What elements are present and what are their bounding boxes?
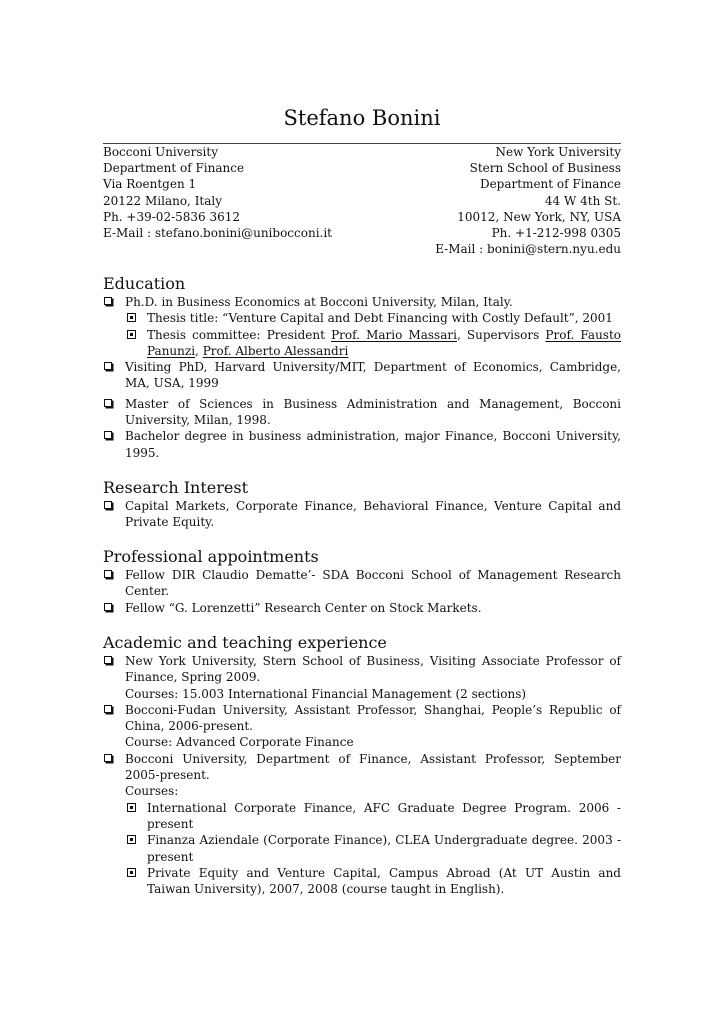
item-text: Private Equity and Venture Capital, Campus Abroad (At UT Austin and Taiwan University), 2007, 2008 (course taught in English). — [147, 865, 621, 897]
list-item — [103, 567, 621, 600]
item-text: Fellow “G. Lorenzetti” Research Center on Stock Markets. — [125, 600, 482, 615]
item-text: Bocconi-Fudan University, Assistant Professor, Shanghai, People’s Republic of China, 2006-present. — [125, 702, 621, 734]
research-section — [103, 478, 621, 531]
sub-list — [103, 310, 621, 359]
address-line: Bocconi University — [103, 145, 218, 159]
list-item — [103, 600, 621, 616]
list-item — [125, 832, 621, 865]
address-line: Stern School of Business — [469, 161, 621, 176]
list-item — [125, 800, 621, 833]
checkbox-bullet-icon — [104, 705, 112, 713]
boxed-dot-bullet-icon — [127, 330, 136, 339]
committee-supervisor: Prof. Alberto Alessandri — [202, 343, 349, 358]
appointments-section — [103, 547, 621, 616]
item-text: , Supervisors — [456, 327, 546, 342]
item-text: Ph.D. in Business Economics at Bocconi University, Milan, Italy. — [125, 295, 513, 309]
sub-list — [103, 800, 621, 898]
item-text: , — [195, 343, 203, 358]
item-text: Courses: — [125, 784, 179, 799]
checkbox-bullet-icon — [104, 570, 112, 578]
checkbox-bullet-icon — [104, 656, 112, 664]
list-item — [125, 310, 621, 326]
item-text: Course: Advanced Corporate Finance — [125, 735, 354, 750]
address-line: Department of Finance — [103, 161, 245, 176]
list-item — [125, 865, 621, 898]
checkbox-bullet-icon — [104, 754, 112, 762]
checkbox-bullet-icon — [104, 431, 112, 439]
list-item — [103, 428, 621, 461]
section-title: Professional appointments — [103, 547, 319, 566]
checkbox-bullet-icon — [104, 501, 112, 509]
checkbox-bullet-icon — [104, 297, 112, 305]
address-line: Ph. +39-02-5836 3612 — [103, 209, 241, 224]
item-text: Finanza Aziendale (Corporate Finance), CLEA Undergraduate degree. 2003 - present — [147, 833, 621, 864]
item-text: International Corporate Finance, AFC Graduate Degree Program. 2006 - present — [147, 800, 621, 831]
committee-president: Prof. Mario Massari — [331, 327, 457, 342]
list-item — [125, 327, 621, 360]
address-line: 44 W 4th St. — [544, 193, 621, 208]
address-bocconi — [103, 144, 332, 241]
address-line: Ph. +1-212-998 0305 — [491, 226, 621, 241]
item-text: Visiting PhD, Harvard University/MIT, Department of Economics, Cambridge, MA, USA, 1999 — [125, 360, 621, 391]
address-line: Via Roentgen 1 — [103, 177, 197, 192]
item-text: Courses: 15.003 International Financial Management (2 sections) — [125, 686, 527, 701]
list-item — [103, 751, 621, 800]
checkbox-bullet-icon — [104, 603, 112, 611]
list-item — [103, 396, 621, 429]
item-text: Thesis title: “Venture Capital and Debt Financing with Costly Default”, 2001 — [147, 311, 613, 326]
committee-supervisor: Prof. Fausto Panunzi — [147, 327, 622, 358]
item-text: New York University, Stern School of Business, Visiting Associate Professor of Finance, Spring 2009. — [125, 654, 621, 685]
item-text: Thesis committee: President — [147, 327, 332, 342]
address-nyu — [435, 144, 621, 257]
address-line: New York University — [495, 145, 621, 159]
address-line: 20122 Milano, Italy — [103, 193, 223, 208]
boxed-dot-bullet-icon — [127, 868, 136, 877]
address-line: 10012, New York, NY, USA — [457, 209, 621, 224]
email-bocconi: E-Mail : stefano.bonini@unibocconi.it — [103, 226, 333, 241]
list-item — [103, 498, 621, 531]
checkbox-bullet-icon — [104, 399, 112, 407]
section-title: Education — [103, 274, 186, 293]
section-title: Academic and teaching experience — [103, 633, 387, 652]
email-nyu: E-Mail : bonini@stern.nyu.edu — [435, 242, 621, 257]
list-item — [103, 294, 621, 310]
section-title: Research Interest — [103, 478, 249, 497]
item-text: Master of Sciences in Business Administration and Management, Bocconi University, Milan, 1998. — [125, 396, 621, 428]
page-title: Stefano Bonini — [283, 106, 441, 130]
item-text: Bocconi University, Department of Finance, Assistant Professor, September 2005-present. — [125, 751, 621, 783]
teaching-section — [103, 633, 621, 897]
list-item — [103, 702, 621, 751]
item-text: Fellow DIR Claudio Dematte’- SDA Bocconi School of Management Research Center. — [125, 568, 621, 599]
boxed-dot-bullet-icon — [127, 313, 136, 322]
list-item — [103, 653, 621, 702]
list-item — [103, 359, 621, 392]
address-line: Department of Finance — [479, 177, 621, 192]
boxed-dot-bullet-icon — [127, 835, 136, 844]
boxed-dot-bullet-icon — [127, 803, 136, 812]
item-text: Capital Markets, Corporate Finance, Behavioral Finance, Venture Capital and Private Equity. — [125, 499, 621, 530]
checkbox-bullet-icon — [104, 362, 112, 370]
education-section — [103, 274, 621, 461]
item-text: Bachelor degree in business administration, major Finance, Bocconi University, 1995. — [125, 429, 621, 460]
